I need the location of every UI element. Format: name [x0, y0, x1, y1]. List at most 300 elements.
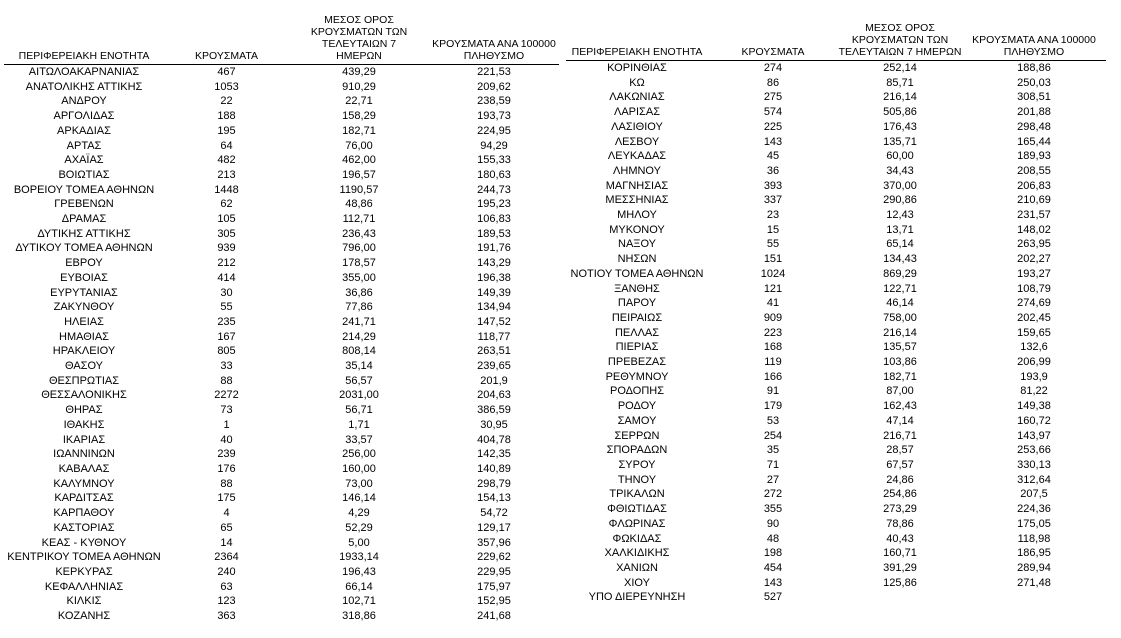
table-row: [566, 267, 1106, 282]
cell-cases: 121: [763, 282, 783, 295]
cell-region: ΑΡΚΑΔΙΑΣ: [57, 124, 111, 137]
cell-per100k: 165,44: [1017, 135, 1051, 148]
cell-region: ΘΕΣΠΡΩΤΙΑΣ: [48, 374, 120, 387]
cell-cases: 414: [217, 271, 236, 284]
cell-cases: 198: [763, 547, 783, 560]
table-row: [566, 414, 1106, 429]
cell-avg7: 182,71: [342, 124, 376, 137]
cell-per100k: 274,69: [1017, 297, 1051, 310]
table-row: [4, 565, 559, 580]
cell-avg7: 160,71: [883, 547, 917, 560]
cell-avg7: [838, 590, 962, 605]
cell-per100k: 206,83: [1017, 179, 1051, 192]
table-row: [4, 418, 559, 433]
cell-cases: 91: [766, 385, 780, 398]
cell-per100k: 209,62: [477, 80, 511, 93]
cell-per100k: 386,59: [477, 404, 511, 417]
cell-avg7: 216,71: [883, 429, 917, 442]
cell-per100k: 229,95: [477, 565, 511, 578]
cell-cases: 1024: [760, 267, 786, 280]
cell-avg7: 28,57: [886, 444, 914, 457]
table-row: [566, 76, 1106, 91]
cell-cases: 355: [763, 503, 783, 516]
cell-region: ΥΠΟ ΔΙΕΡΕΥΝΗΣΗ: [588, 591, 686, 604]
cell-avg7: 102,71: [342, 595, 376, 608]
cell-avg7: 33,57: [345, 433, 373, 446]
cell-cases: 1053: [214, 80, 239, 93]
cell-avg7: 103,86: [883, 356, 917, 369]
table-row: [566, 90, 1106, 105]
cell-per100k: 201,9: [480, 374, 508, 387]
cell-cases: 23: [766, 209, 780, 222]
cell-per100k: 193,73: [477, 110, 511, 123]
cell-region: ΕΥΡΥΤΑΝΙΑΣ: [50, 286, 118, 299]
table-row: [566, 590, 1106, 605]
cell-region: ΜΑΓΝΗΣΙΑΣ: [605, 179, 669, 192]
table-row: [4, 403, 559, 418]
table-row: [566, 193, 1106, 208]
cell-avg7: 146,14: [342, 492, 376, 505]
cell-per100k: 357,96: [477, 536, 511, 549]
cell-avg7: 216,14: [883, 91, 917, 104]
cell-region: ΚΕΝΤΡΙΚΟΥ ΤΟΜΕΑ ΑΘΗΝΩΝ: [7, 551, 161, 564]
table-row: [566, 311, 1106, 326]
table-row: [4, 197, 559, 212]
cell-avg7: 1933,14: [339, 551, 379, 564]
cell-avg7: 77,86: [345, 301, 373, 314]
cell-region: ΞΑΝΘΗΣ: [614, 282, 660, 295]
cell-region: ΜΗΛΟΥ: [617, 209, 657, 222]
cell-per100k: 231,57: [1017, 209, 1051, 222]
cell-per100k: 238,59: [477, 95, 511, 108]
left-cases-table: [4, 14, 559, 624]
table-row: [566, 120, 1106, 135]
table-row: [566, 532, 1106, 547]
left-table-body: [4, 65, 559, 624]
cell-per100k: 221,53: [477, 66, 511, 78]
cell-region: ΔΥΤΙΚΗΣ ΑΤΤΙΚΗΣ: [37, 227, 131, 240]
cell-per100k: 298,79: [477, 477, 511, 490]
cell-region: ΗΜΑΘΙΑΣ: [59, 330, 109, 343]
cell-region: ΔΥΤΙΚΟΥ ΤΟΜΕΑ ΑΘΗΝΩΝ: [15, 242, 153, 255]
table-row: [566, 561, 1106, 576]
cell-avg7: 370,00: [883, 179, 917, 192]
cell-region: ΣΕΡΡΩΝ: [614, 429, 660, 442]
cell-avg7: 1,71: [348, 418, 370, 431]
cell-region: ΑΡΤΑΣ: [66, 139, 102, 152]
cell-per100k: 142,35: [477, 448, 511, 461]
cell-region: ΦΩΚΙΔΑΣ: [612, 532, 662, 545]
cell-region: ΜΥΚΟΝΟΥ: [609, 223, 665, 236]
cell-avg7: 869,29: [883, 267, 917, 280]
cell-per100k: 108,79: [1017, 282, 1051, 295]
cell-avg7: 254,86: [883, 488, 917, 501]
cell-region: ΚΕΦΑΛΛΗΝΙΑΣ: [44, 580, 124, 593]
table-row: [566, 282, 1106, 297]
cell-per100k: 54,72: [480, 507, 508, 520]
cell-cases: 305: [217, 227, 236, 240]
cell-per100k: 312,64: [1017, 473, 1051, 486]
table-header-row: [566, 14, 1106, 61]
table-row: [4, 330, 559, 345]
cell-per100k: 224,36: [1017, 503, 1051, 516]
table-row: [4, 241, 559, 256]
table-row: [566, 458, 1106, 473]
cell-region: ΚΑΛΥΜΝΟΥ: [53, 477, 115, 490]
cell-avg7: 318,86: [342, 610, 376, 623]
cell-region: ΛΕΥΚΑΔΑΣ: [607, 150, 667, 163]
cell-cases: 254: [763, 429, 783, 442]
cell-avg7: 65,14: [886, 238, 914, 251]
table-row: [566, 473, 1106, 488]
cell-avg7: 87,00: [886, 385, 914, 398]
table-row: [4, 536, 559, 551]
table-row: [4, 462, 559, 477]
cell-region: ΙΘΑΚΗΣ: [63, 418, 105, 431]
header-avg7: ΜΕΣΟΣ ΟΡΟΣ ΚΡΟΥΣΜΑΤΩΝ ΤΩΝ ΤΕΛΕΥΤΑΙΩΝ 7 ΗΜΕΡΩΝ: [838, 22, 962, 58]
cell-per100k: 250,03: [1017, 76, 1051, 89]
table-row: [4, 124, 559, 139]
cell-cases: 212: [217, 257, 236, 270]
cell-region: ΚΟΖΑΝΗΣ: [57, 610, 111, 623]
cell-per100k: 147,52: [477, 315, 511, 328]
table-row: [4, 550, 559, 565]
table-row: [4, 521, 559, 536]
cell-per100k: 180,63: [477, 168, 511, 181]
cell-avg7: 256,00: [342, 448, 376, 461]
table-row: [4, 168, 559, 183]
cell-cases: 14: [220, 536, 233, 549]
cell-cases: 45: [766, 150, 780, 163]
cell-avg7: 439,29: [342, 66, 376, 78]
cell-avg7: 910,29: [342, 80, 376, 93]
cell-avg7: 47,14: [886, 414, 914, 427]
cell-avg7: 4,29: [348, 507, 370, 520]
cell-avg7: 36,86: [345, 286, 373, 299]
cell-cases: 274: [763, 62, 783, 74]
cell-per100k: 149,38: [1017, 400, 1051, 413]
cell-per100k: 298,48: [1017, 120, 1051, 133]
cell-region: ΖΑΚΥΝΘΟΥ: [53, 301, 115, 314]
cell-region: ΤΡΙΚΑΛΩΝ: [609, 488, 665, 501]
cell-per100k: 118,77: [477, 330, 511, 343]
cell-per100k: 330,13: [1017, 458, 1051, 471]
cell-per100k: 208,55: [1017, 164, 1051, 177]
cell-per100k: 155,33: [477, 154, 511, 167]
cell-region: ΧΙΟΥ: [624, 576, 650, 589]
table-row: [4, 609, 559, 624]
right-table-body: [566, 61, 1106, 606]
cell-region: ΤΗΝΟΥ: [617, 473, 657, 486]
cell-region: ΚΟΡΙΝΘΙΑΣ: [607, 62, 667, 74]
cell-region: ΚΕΑΣ - ΚΥΘΝΟΥ: [41, 536, 127, 549]
table-row: [566, 370, 1106, 385]
table-row: [4, 477, 559, 492]
right-cases-table: [566, 14, 1106, 605]
cell-avg7: 252,14: [883, 62, 917, 74]
table-row: [566, 355, 1106, 370]
cell-region: ΚΙΛΚΙΣ: [66, 595, 102, 608]
cell-per100k: 175,97: [477, 580, 511, 593]
table-row: [566, 252, 1106, 267]
cell-cases: 179: [763, 400, 783, 413]
cell-avg7: 12,43: [886, 209, 914, 222]
table-row: [566, 237, 1106, 252]
cell-avg7: 22,71: [345, 95, 373, 108]
cell-per100k: 193,27: [1017, 267, 1051, 280]
cell-avg7: 160,00: [342, 462, 376, 475]
cell-avg7: 182,71: [883, 370, 917, 383]
cell-avg7: 24,86: [886, 473, 914, 486]
cell-region: ΝΑΞΟΥ: [618, 238, 656, 251]
cell-per100k: 193,9: [1020, 370, 1048, 383]
cell-cases: 62: [220, 198, 233, 211]
cell-per100k: 106,83: [477, 213, 511, 226]
cell-region: ΕΒΡΟΥ: [65, 257, 103, 270]
cell-avg7: 808,14: [342, 345, 376, 358]
cell-cases: 65: [220, 521, 233, 534]
table-row: [4, 212, 559, 227]
table-row: [566, 61, 1106, 76]
cell-cases: 41: [766, 297, 780, 310]
cell-cases: 337: [763, 194, 783, 207]
cell-region: ΘΑΣΟΥ: [64, 360, 104, 373]
cell-region: ΣΠΟΡΑΔΩΝ: [606, 444, 668, 457]
cell-cases: 73: [220, 404, 233, 417]
table-row: [4, 271, 559, 286]
cell-avg7: 196,57: [342, 168, 376, 181]
cell-region: ΘΕΣΣΑΛΟΝΙΚΗΣ: [41, 389, 127, 402]
cell-cases: 27: [766, 473, 780, 486]
cell-cases: 90: [766, 517, 780, 530]
cell-avg7: 462,00: [342, 154, 376, 167]
cell-cases: 167: [217, 330, 236, 343]
cell-region: ΑΡΓΟΛΙΔΑΣ: [53, 110, 115, 123]
cell-region: ΔΡΑΜΑΣ: [61, 213, 107, 226]
cell-avg7: 13,71: [886, 223, 914, 236]
cell-cases: 22: [220, 95, 233, 108]
cell-region: ΣΑΜΟΥ: [617, 414, 657, 427]
cell-cases: 15: [766, 223, 780, 236]
cell-per100k: 289,94: [1017, 561, 1051, 574]
cell-avg7: 78,86: [886, 517, 914, 530]
cell-per100k: 143,29: [477, 257, 511, 270]
cell-region: ΑΝΔΡΟΥ: [61, 95, 107, 108]
header-region: ΠΕΡΙΦΕΡΕΙΑΚΗ ΕΝΟΤΗΤΑ: [571, 46, 703, 58]
table-row: [4, 506, 559, 521]
cell-avg7: 273,29: [883, 503, 917, 516]
cell-cases: 467: [217, 66, 236, 78]
cell-cases: 166: [763, 370, 783, 383]
table-row: [566, 223, 1106, 238]
table-row: [566, 487, 1106, 502]
cell-avg7: 178,57: [342, 257, 376, 270]
cell-cases: 88: [220, 477, 233, 490]
table-row: [4, 315, 559, 330]
cell-cases: 71: [766, 458, 780, 471]
table-row: [566, 443, 1106, 458]
cell-avg7: 216,14: [883, 326, 917, 339]
cell-avg7: 34,43: [886, 164, 914, 177]
cell-cases: 105: [217, 213, 236, 226]
cell-region: ΠΡΕΒΕΖΑΣ: [607, 356, 667, 369]
cell-region: ΑΙΤΩΛΟΑΚΑΡΝΑΝΙΑΣ: [28, 66, 140, 78]
cell-per100k: 81,22: [1020, 385, 1048, 398]
cell-cases: 909: [763, 311, 783, 324]
cell-avg7: 214,29: [342, 330, 376, 343]
cell-per100k: 186,95: [1017, 547, 1051, 560]
cell-cases: 239: [217, 448, 236, 461]
header-cases: ΚΡΟΥΣΜΑΤΑ: [195, 50, 258, 62]
cell-cases: 151: [763, 253, 783, 266]
cell-avg7: 355,00: [342, 271, 376, 284]
cell-avg7: 796,00: [342, 242, 376, 255]
cell-region: ΚΑΣΤΟΡΙΑΣ: [53, 521, 115, 534]
table-row: [566, 208, 1106, 223]
cell-region: ΚΩ: [629, 76, 645, 89]
cell-avg7: 135,71: [883, 135, 917, 148]
cell-region: ΠΕΛΛΑΣ: [614, 326, 660, 339]
cell-avg7: 66,14: [345, 580, 373, 593]
table-row: [566, 164, 1106, 179]
cell-per100k: 188,86: [1017, 62, 1051, 74]
cell-per100k: 202,27: [1017, 253, 1051, 266]
table-row: [4, 580, 559, 595]
cell-region: ΛΑΡΙΣΑΣ: [613, 106, 660, 119]
cell-per100k: 94,29: [480, 139, 508, 152]
cell-cases: 53: [766, 414, 780, 427]
cell-per100k: 210,69: [1017, 194, 1051, 207]
table-row: [4, 388, 559, 403]
cell-avg7: 85,71: [886, 76, 914, 89]
cell-avg7: 135,57: [883, 341, 917, 354]
cell-region: ΒΟΡΕΙΟΥ ΤΟΜΕΑ ΑΘΗΝΩΝ: [13, 183, 155, 196]
cell-per100k: 129,17: [477, 521, 511, 534]
cell-region: ΑΝΑΤΟΛΙΚΗΣ ΑΤΤΙΚΗΣ: [25, 80, 143, 93]
cell-per100k: 241,68: [477, 610, 511, 623]
header-avg7: ΜΕΣΟΣ ΟΡΟΣ ΚΡΟΥΣΜΑΤΩΝ ΤΩΝ ΤΕΛΕΥΤΑΙΩΝ 7 ΗΜΕΡΩΝ: [310, 14, 408, 62]
cell-avg7: 134,43: [883, 253, 917, 266]
cell-per100k: 148,02: [1017, 223, 1051, 236]
cell-per100k: 149,39: [477, 286, 511, 299]
cell-per100k: 229,62: [477, 551, 511, 564]
cell-per100k: 154,13: [477, 492, 511, 505]
cell-cases: 63: [220, 580, 233, 593]
cell-per100k: [962, 590, 1106, 605]
table-row: [4, 109, 559, 124]
cell-region: ΙΩΑΝΝΙΝΩΝ: [53, 448, 115, 461]
cell-avg7: 158,29: [342, 110, 376, 123]
cell-cases: 64: [220, 139, 233, 152]
table-row: [4, 447, 559, 462]
table-row: [4, 594, 559, 609]
cell-region: ΧΑΝΙΩΝ: [616, 561, 658, 574]
table-row: [566, 517, 1106, 532]
cell-region: ΦΘΙΩΤΙΔΑΣ: [607, 503, 667, 516]
table-row: [566, 546, 1106, 561]
table-row: [4, 183, 559, 198]
cell-avg7: 391,29: [883, 561, 917, 574]
cell-per100k: 159,65: [1017, 326, 1051, 339]
cell-per100k: 244,73: [477, 183, 511, 196]
cell-cases: 35: [766, 444, 780, 457]
cell-cases: 393: [763, 179, 783, 192]
cell-cases: 55: [220, 301, 233, 314]
cell-cases: 168: [763, 341, 783, 354]
cell-cases: 574: [763, 106, 783, 119]
header-per100k: ΚΡΟΥΣΜΑΤΑ ΑΝΑ 100000 ΠΛΗΘΥΣΜΟ: [432, 38, 556, 62]
table-row: [566, 326, 1106, 341]
cell-region: ΚΕΡΚΥΡΑΣ: [55, 565, 113, 578]
table-row: [4, 94, 559, 109]
cell-per100k: 195,23: [477, 198, 511, 211]
cell-avg7: 52,29: [345, 521, 373, 534]
cell-avg7: 2031,00: [339, 389, 379, 402]
cell-avg7: 48,86: [345, 198, 373, 211]
cell-per100k: 202,45: [1017, 311, 1051, 324]
cell-region: ΝΟΤΙΟΥ ΤΟΜΕΑ ΑΘΗΝΩΝ: [570, 267, 704, 280]
cell-avg7: 67,57: [886, 458, 914, 471]
cell-cases: 119: [764, 356, 782, 369]
cell-region: ΕΥΒΟΙΑΣ: [60, 271, 108, 284]
cell-cases: 240: [217, 565, 236, 578]
cell-region: ΚΑΒΑΛΑΣ: [58, 462, 110, 475]
table-row: [4, 227, 559, 242]
cell-per100k: 189,53: [477, 227, 511, 240]
table-header-row: [4, 14, 559, 65]
cell-cases: 363: [217, 610, 236, 623]
cell-cases: 482: [217, 154, 236, 167]
cell-cases: 55: [766, 238, 780, 251]
header-cases: ΚΡΟΥΣΜΑΤΑ: [741, 46, 805, 58]
cell-per100k: 263,51: [477, 345, 511, 358]
cell-per100k: 308,51: [1017, 91, 1051, 104]
cell-cases: 33: [220, 360, 233, 373]
cell-avg7: 73,00: [345, 477, 373, 490]
cell-avg7: 236,43: [342, 227, 376, 240]
cell-avg7: 76,00: [345, 139, 373, 152]
cell-cases: 939: [217, 242, 236, 255]
table-row: [566, 149, 1106, 164]
cell-avg7: 56,57: [345, 374, 373, 387]
cell-per100k: 118,98: [1017, 532, 1051, 545]
cell-per100k: 143,97: [1017, 429, 1051, 442]
cell-region: ΓΡΕΒΕΝΩΝ: [54, 198, 114, 211]
cell-per100k: 196,38: [477, 271, 511, 284]
cell-cases: 30: [220, 286, 233, 299]
cell-avg7: 505,86: [883, 106, 917, 119]
cell-avg7: 5,00: [348, 536, 370, 549]
cell-avg7: 56,71: [345, 404, 373, 417]
cell-cases: 188: [217, 110, 236, 123]
cell-per100k: 201,88: [1017, 106, 1051, 119]
cell-avg7: 112,71: [342, 213, 376, 226]
cell-region: ΗΛΕΙΑΣ: [64, 315, 104, 328]
cell-avg7: 758,00: [883, 311, 917, 324]
table-row: [566, 135, 1106, 150]
cell-per100k: 152,95: [477, 595, 511, 608]
cell-cases: 805: [217, 345, 236, 358]
cell-region: ΛΗΜΝΟΥ: [613, 164, 661, 177]
cell-per100k: 132,6: [1020, 341, 1048, 354]
cell-region: ΚΑΡΠΑΘΟΥ: [53, 507, 115, 520]
cell-avg7: 122,71: [883, 282, 917, 295]
cell-avg7: 241,71: [342, 315, 376, 328]
cell-per100k: 191,76: [477, 242, 511, 255]
cell-cases: 36: [766, 164, 780, 177]
cell-avg7: 290,86: [883, 194, 917, 207]
cell-per100k: 271,48: [1017, 576, 1051, 589]
